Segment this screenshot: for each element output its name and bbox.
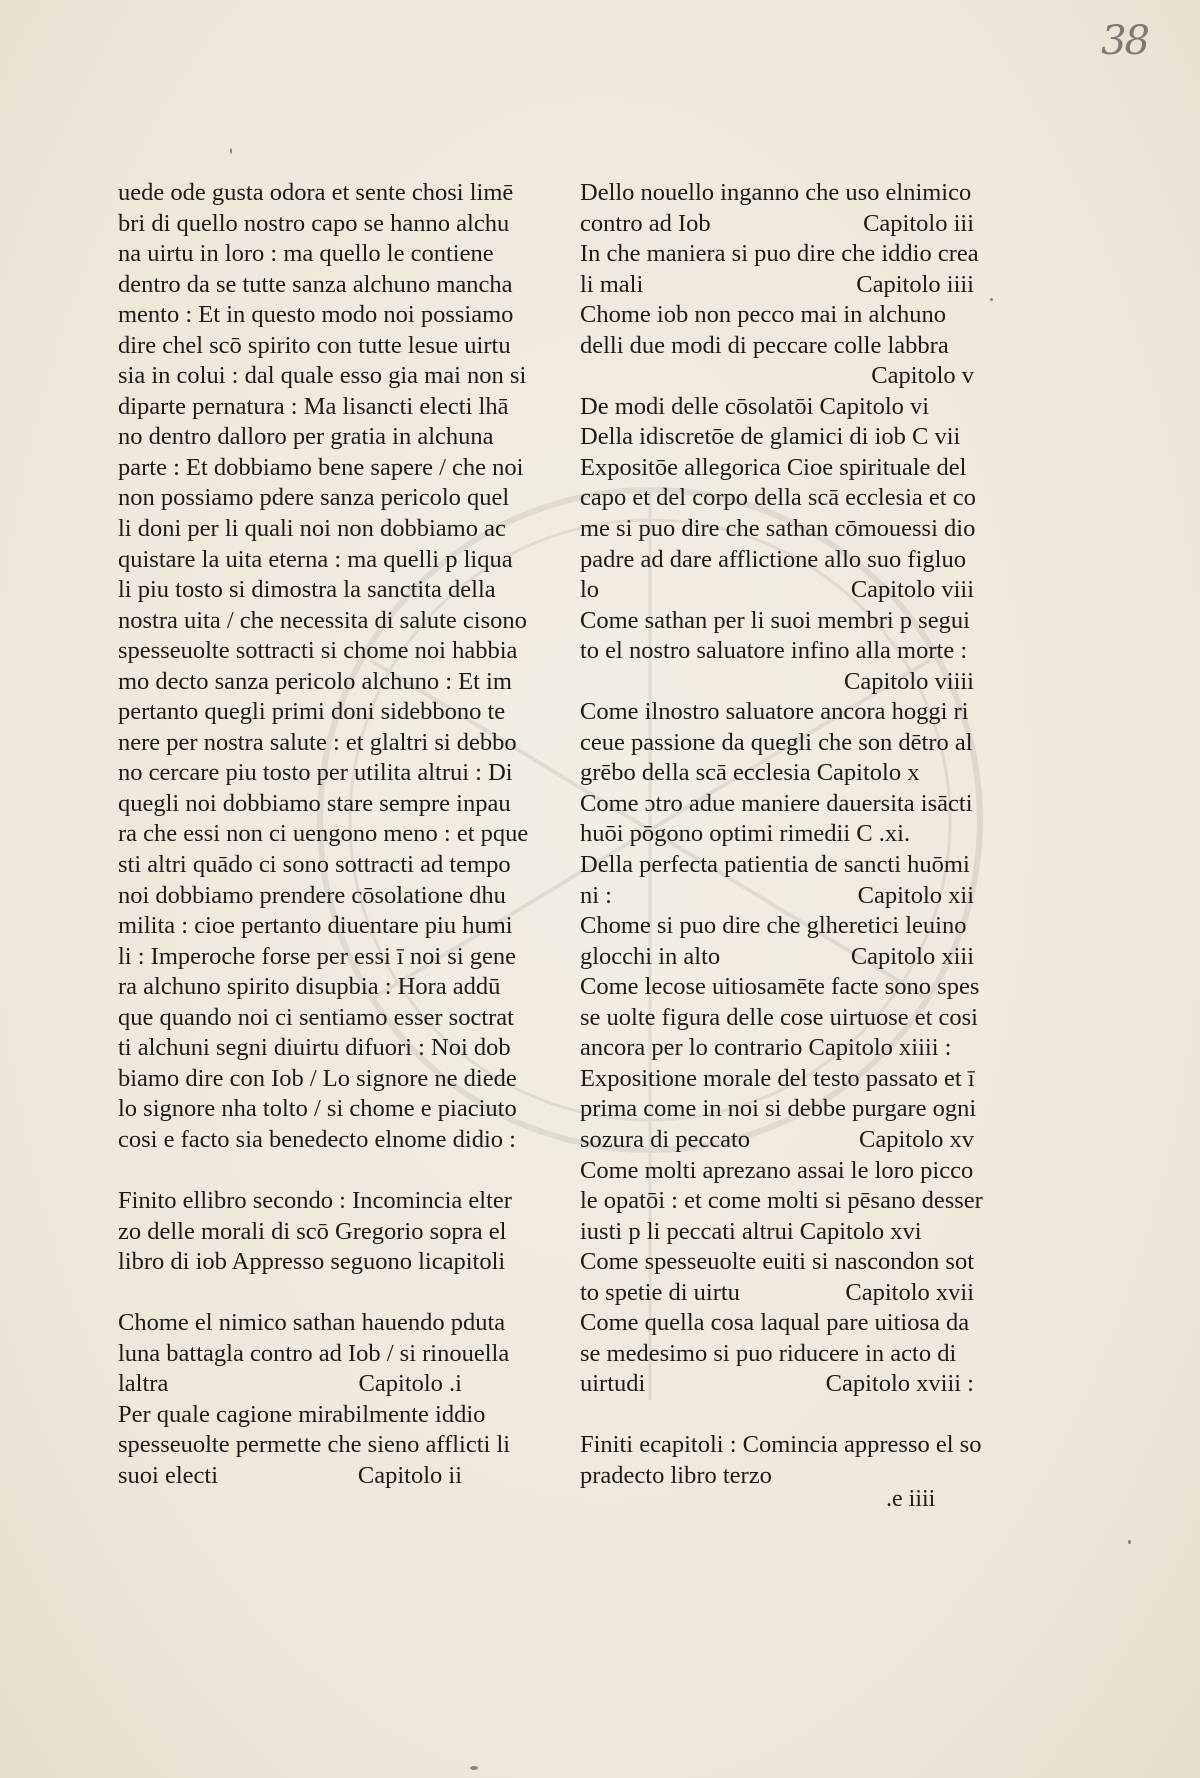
text-line [580, 453, 1000, 484]
text-line [580, 942, 1000, 973]
line-text: li mali [580, 270, 644, 298]
text-line [118, 545, 530, 576]
text-line [118, 636, 530, 667]
line-text: mo decto sanza pericolo alchuno : Et im [118, 667, 512, 695]
paragraph-gap [118, 1278, 530, 1309]
text-line [580, 1278, 1000, 1309]
paragraph-gap [118, 1156, 530, 1187]
line-text: luna battagla contro ad Iob / si rinouella [118, 1339, 510, 1367]
line-text: Della perfecta patientia de sancti huōmi [580, 851, 970, 879]
text-line [118, 422, 530, 453]
chapter-reference: Capitolo xiii [850, 942, 974, 970]
line-text: contro ad Iob [580, 209, 711, 237]
line-text: se medesimo si puo riducere in acto di [580, 1339, 957, 1367]
text-line [580, 1369, 1000, 1400]
text-line [118, 1369, 530, 1400]
line-text: nostra uita / che necessita di salute cisono [118, 606, 527, 634]
text-line [580, 300, 1000, 331]
text-line [580, 178, 1000, 209]
line-text: li doni per li quali noi non dobbiamo ac [118, 515, 506, 543]
text-line [580, 1003, 1000, 1034]
paper-speck [230, 148, 232, 154]
text-line [118, 911, 530, 942]
text-line [580, 972, 1000, 1003]
line-text: to spetie di uirtu [580, 1278, 740, 1306]
line-text: Finito ellibro secondo : Incomincia elter [118, 1187, 512, 1215]
line-text: dire chel scō spirito con tutte lesue uirtu [118, 331, 511, 359]
text-line [118, 972, 530, 1003]
line-text: na uirtu in loro : ma quello le contiene [118, 240, 494, 268]
text-line [580, 1094, 1000, 1125]
text-line [118, 331, 530, 362]
text-line [118, 1247, 530, 1278]
text-line [118, 1064, 530, 1095]
text-line [580, 1461, 1000, 1492]
left-text-column [118, 178, 530, 1492]
text-line [580, 667, 1000, 698]
text-line [580, 1308, 1000, 1339]
text-line [580, 881, 1000, 912]
line-text: grēbo della scā ecclesia Capitolo x [580, 759, 920, 787]
text-line [118, 514, 530, 545]
chapter-reference: Capitolo .i [358, 1370, 462, 1398]
line-text: Come molti aprezano assai le loro picco [580, 1156, 974, 1184]
text-line [118, 1217, 530, 1248]
text-line [118, 392, 530, 423]
line-text: sia in colui : dal quale esso gia mai non si [118, 362, 527, 390]
paragraph-gap [580, 1400, 1000, 1431]
text-line [580, 361, 1000, 392]
chapter-reference: Capitolo iiii [856, 270, 974, 298]
text-line [118, 606, 530, 637]
text-line [580, 514, 1000, 545]
text-line [118, 453, 530, 484]
text-line [118, 758, 530, 789]
text-line [580, 575, 1000, 606]
text-line [580, 758, 1000, 789]
text-line [118, 209, 530, 240]
text-line [580, 1339, 1000, 1370]
line-text: nere per nostra salute : et glaltri si debbo [118, 728, 517, 756]
text-line [580, 239, 1000, 270]
line-text: lo signore nha tolto / si chome e piaciuto [118, 1095, 517, 1123]
line-text: cosi e facto sia benedecto elnome didio : [118, 1125, 516, 1153]
text-line [118, 697, 530, 728]
text-line [580, 911, 1000, 942]
paper-speck [990, 298, 993, 301]
line-text: sozura di peccato [580, 1125, 751, 1153]
line-text: Come lecose uitiosamēte facte sono spes [580, 973, 980, 1001]
text-line [118, 1308, 530, 1339]
line-text: quistare la uita eterna : ma quelli p liqua [118, 545, 513, 573]
text-line [118, 178, 530, 209]
line-text: Dello nouello inganno che uso elnimico [580, 179, 972, 206]
text-line [118, 667, 530, 698]
line-text: suoi electi [118, 1461, 219, 1489]
text-line [580, 1125, 1000, 1156]
line-text: Per quale cagione mirabilmente iddio [118, 1400, 486, 1428]
right-text-column [580, 178, 1000, 1492]
text-line [580, 1033, 1000, 1064]
text-line [118, 361, 530, 392]
line-text: Come ɔtro adue maniere dauersita isācti [580, 789, 973, 817]
line-text: Finiti ecapitoli : Comincia appresso el so [580, 1431, 982, 1459]
text-line [118, 789, 530, 820]
line-text: ni : [580, 881, 612, 909]
text-line [580, 545, 1000, 576]
text-line [580, 392, 1000, 423]
text-line [118, 942, 530, 973]
line-text: uirtudi [580, 1370, 646, 1398]
line-text: Come quella cosa laqual pare uitiosa da [580, 1309, 970, 1337]
text-line [118, 239, 530, 270]
line-text: to el nostro saluatore infino alla morte : [580, 637, 968, 665]
line-text: Expositōe allegorica Cioe spirituale del [580, 453, 967, 481]
text-line [118, 819, 530, 850]
chapter-reference: Capitolo iii [863, 209, 974, 237]
line-text: quegli noi dobbiamo stare sempre inpau [118, 789, 511, 817]
line-text: noi dobbiamo prendere cōsolatione dhu [118, 881, 506, 909]
line-text: non possiamo pdere sanza pericolo quel [118, 484, 510, 512]
text-line [118, 1400, 530, 1431]
line-text: Come ilnostro saluatore ancora hoggi ri [580, 698, 969, 726]
line-text: spesseuolte permette che sieno afflicti li [118, 1431, 511, 1459]
line-text: diparte pernatura : Ma lisancti electi lhā [118, 392, 509, 420]
line-text: no dentro dalloro per gratia in alchuna [118, 423, 494, 451]
text-line [580, 697, 1000, 728]
text-line [580, 209, 1000, 240]
text-line [580, 1247, 1000, 1278]
signature-mark: .e iiii [886, 1486, 936, 1512]
chapter-reference: Capitolo ii [357, 1461, 462, 1489]
line-text: padre ad dare afflictione allo suo figluo [580, 545, 966, 573]
chapter-reference: Capitolo xii [857, 881, 974, 909]
line-text: dentro da se tutte sanza alchuno mancha [118, 270, 513, 298]
text-line [118, 1033, 530, 1064]
line-text: ti alchuni segni diuirtu difuori : Noi dob [118, 1034, 511, 1062]
line-text: De modi delle cōsolatōi Capitolo vi [580, 392, 930, 420]
line-text: ra che essi non ci uengono meno : et pque [118, 820, 529, 848]
text-line [118, 728, 530, 759]
text-line [580, 606, 1000, 637]
text-line [118, 1125, 530, 1156]
chapter-reference: Capitolo xv [858, 1125, 974, 1153]
line-text: Come spesseuolte euiti si nascondon sot [580, 1248, 974, 1276]
line-text: Chome iob non pecco mai in alchuno [580, 301, 947, 329]
line-text: Come sathan per li suoi membri p segui [580, 606, 970, 634]
line-text: biamo dire con Iob / Lo signore ne diede [118, 1064, 517, 1092]
text-line [580, 270, 1000, 301]
line-text: Chome si puo dire che glheretici leuino [580, 912, 967, 940]
text-line [118, 575, 530, 606]
text-line [580, 1186, 1000, 1217]
line-text: li : Imperoche forse per essi ī noi si gene [118, 942, 517, 970]
line-text: glocchi in alto [580, 942, 721, 970]
line-text: libro di iob Appresso seguono licapitoli [118, 1248, 506, 1276]
line-text: pradecto libro terzo [580, 1461, 772, 1489]
chapter-reference: Capitolo viiii [844, 667, 974, 695]
chapter-reference: Capitolo viii [850, 576, 974, 604]
line-text: pertanto quegli primi doni sidebbono te [118, 698, 506, 726]
paper-speck [1128, 1540, 1131, 1544]
line-text: que quando noi ci sentiamo esser soctrat [118, 1003, 514, 1031]
paper-speck [470, 1766, 478, 1770]
line-text: spesseuolte sottracti si chome noi habbia [118, 637, 518, 665]
line-text: ceue passione da quegli che son dētro al [580, 728, 973, 756]
line-text: huōi pōgono optimi rimedii C .xi. [580, 820, 911, 848]
text-line [118, 1430, 530, 1461]
text-line [580, 850, 1000, 881]
line-text: uede ode gusta odora et sente chosi limē [118, 179, 514, 206]
line-text: In che maniera si puo dire che iddio crea [580, 240, 979, 268]
folio-number: 38 [1101, 18, 1148, 64]
line-text: Expositione morale del testo passato et ī [580, 1064, 975, 1092]
line-text: ancora per lo contrario Capitolo xiiii : [580, 1034, 952, 1062]
line-text: delli due modi di peccare colle labbra [580, 331, 949, 359]
text-line [118, 270, 530, 301]
text-line [580, 1064, 1000, 1095]
line-text: iusti p li peccati altrui Capitolo xvi [580, 1217, 922, 1245]
chapter-reference: Capitolo xvii [845, 1278, 974, 1306]
text-line [118, 881, 530, 912]
text-line [580, 1156, 1000, 1187]
line-text: le opatōi : et come molti si pēsano desser [580, 1187, 983, 1215]
line-text: Chome el nimico sathan hauendo pduta [118, 1309, 506, 1337]
text-line [118, 483, 530, 514]
text-line [580, 1430, 1000, 1461]
line-text: lo [580, 576, 600, 604]
text-line [580, 819, 1000, 850]
text-line [118, 1186, 530, 1217]
line-text: prima come in noi si debbe purgare ogni [580, 1095, 977, 1123]
line-text: Della idiscretōe de glamici di iob C vii [580, 423, 961, 451]
line-text: no cercare piu tosto per utilita altrui : Di [118, 759, 513, 787]
text-line [118, 1094, 530, 1125]
chapter-reference: Capitolo xviii : [825, 1370, 974, 1398]
line-text: parte : Et dobbiamo bene sapere / che noi [118, 453, 524, 481]
line-text: se uolte figura delle cose uirtuose et cosi [580, 1003, 978, 1031]
text-line [580, 422, 1000, 453]
line-text: li piu tosto si dimostra la sanctita della [118, 576, 496, 604]
line-text: sti altri quādo ci sono sottracti ad tempo [118, 851, 511, 879]
line-text: bri di quello nostro capo se hanno alchu [118, 209, 510, 237]
line-text: zo delle morali di scō Gregorio sopra el [118, 1217, 507, 1245]
text-line [580, 636, 1000, 667]
line-text: capo et del corpo della scā ecclesia et co [580, 484, 976, 512]
text-line [118, 850, 530, 881]
text-line [580, 789, 1000, 820]
line-text: ra alchuno spirito disupbia : Hora addū [118, 973, 501, 1001]
line-text: laltra [118, 1370, 169, 1398]
text-line [580, 483, 1000, 514]
text-line [118, 1339, 530, 1370]
text-line [580, 1217, 1000, 1248]
text-line [580, 331, 1000, 362]
line-text: milita : cioe pertanto diuentare piu humi [118, 912, 513, 940]
line-text: mento : Et in questo modo noi possiamo [118, 301, 514, 329]
text-line [118, 300, 530, 331]
text-line [580, 728, 1000, 759]
chapter-reference: Capitolo v [871, 362, 974, 390]
text-line [118, 1003, 530, 1034]
line-text: me si puo dire che sathan cōmouessi dio [580, 515, 976, 543]
text-line [118, 1461, 530, 1492]
